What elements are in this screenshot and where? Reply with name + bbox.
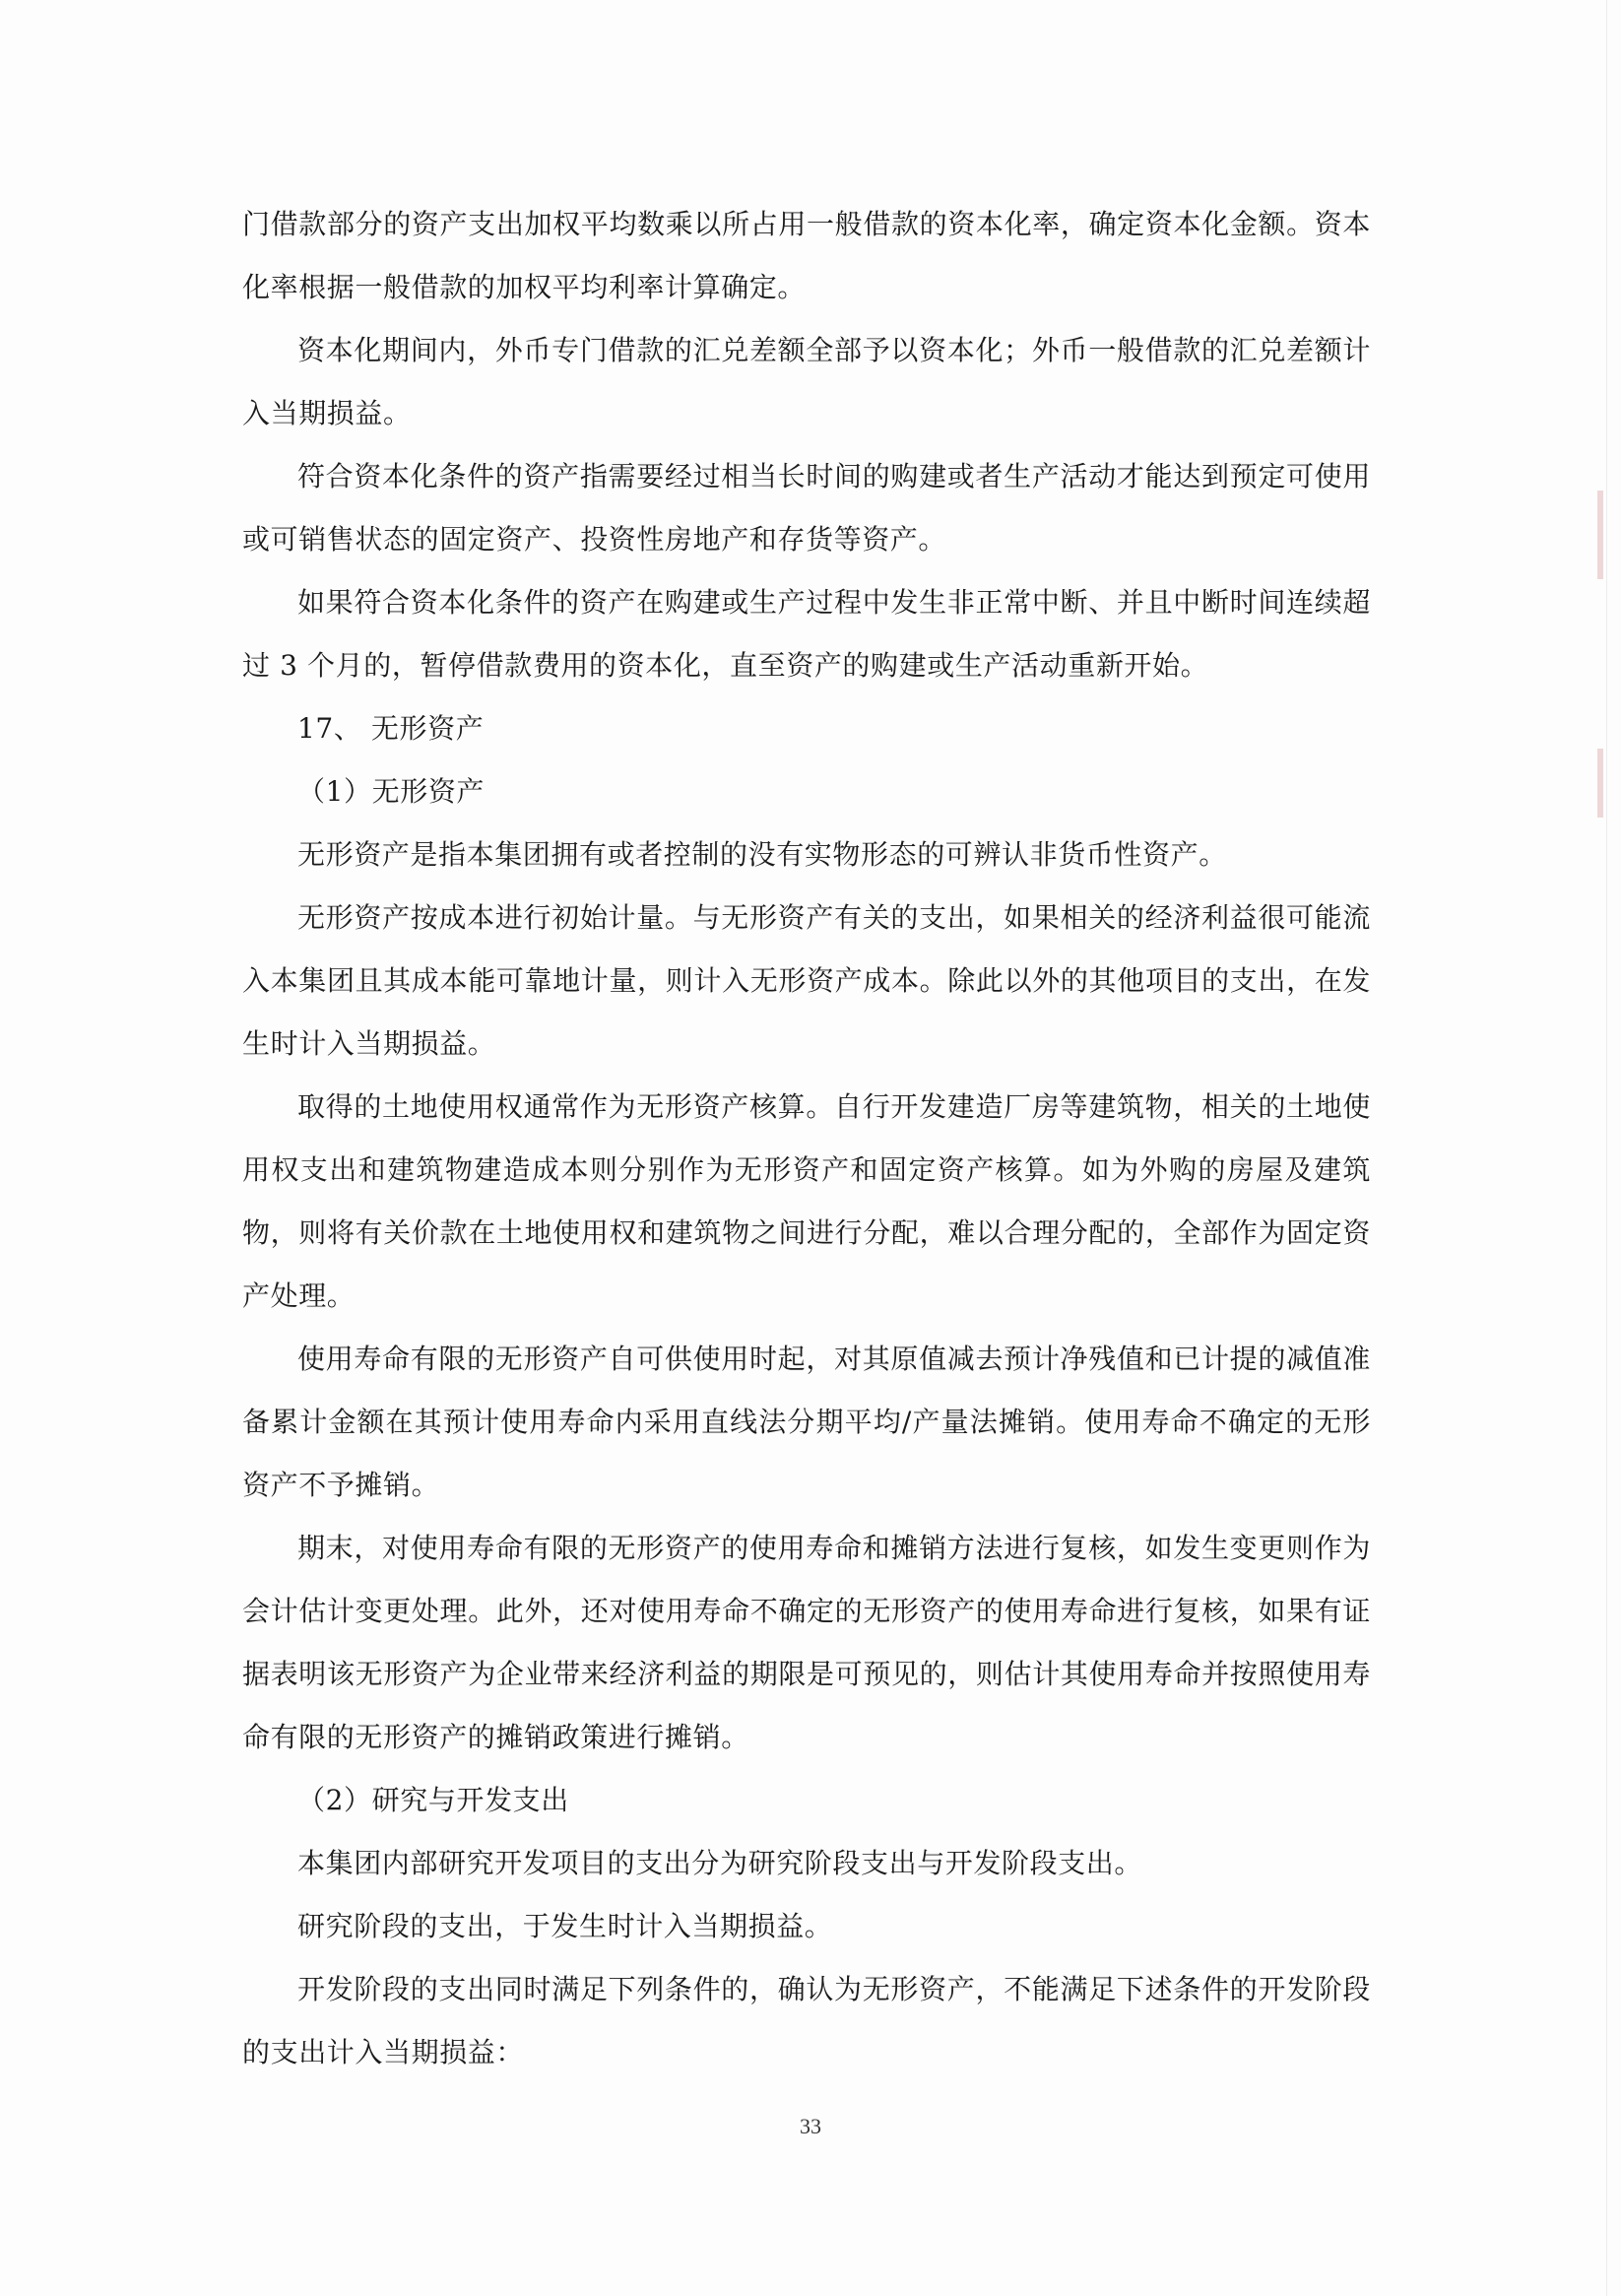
paragraph-amortization: 使用寿命有限的无形资产自可供使用时起，对其原值减去预计净残值和已计提的减值准备累计金额在其预计使用寿命内采用直线法分期平均/产量法摊销。使用寿命不确定的无形资产不予摊销。 [242,1343,1371,1501]
paragraph-capitalization-rate: 门借款部分的资产支出加权平均数乘以所占用一般借款的资本化率，确定资本化金额。资本化率根据一般借款的加权平均利率计算确定。 [242,208,1371,303]
subheading-research-development: （2）研究与开发支出 [297,1784,569,1816]
document-body [242,193,1371,2084]
paragraph-suspension: 如果符合资本化条件的资产在购建或生产过程中发生非正常中断、并且中断时间连续超过 3 个月的，暂停借款费用的资本化，直至资产的购建或生产活动重新开始。 [242,586,1371,682]
paragraph-development-expense: 开发阶段的支出同时满足下列条件的，确认为无形资产，不能满足下述条件的开发阶段的支出计入当期损益： [242,1973,1371,2068]
paragraph-intangible-definition: 无形资产是指本集团拥有或者控制的没有实物形态的可辨认非货币性资产。 [297,838,1227,871]
paragraph-research-expense: 研究阶段的支出，于发生时计入当期损益。 [297,1910,833,1942]
page-number: 33 [800,2114,821,2138]
section-heading-intangible-assets: 17、 无形资产 [297,712,485,745]
paragraph-rd-classification: 本集团内部研究开发项目的支出分为研究阶段支出与开发阶段支出。 [297,1847,1143,1879]
paragraph-land-use-rights: 取得的土地使用权通常作为无形资产核算。自行开发建造厂房等建筑物，相关的土地使用权支出和建筑物建造成本则分别作为无形资产和固定资产核算。如为外购的房屋及建筑物，则将有关价款在土地使用权和建筑物之间进行分配，难以合理分配的，全部作为固定资产处理。 [242,1090,1371,1312]
paragraph-qualifying-assets: 符合资本化条件的资产指需要经过相当长时间的购建或者生产活动才能达到预定可使用或可销售状态的固定资产、投资性房地产和存货等资产。 [242,460,1371,556]
scan-edge-line [1606,0,1607,2296]
scan-seal-mark [1597,749,1603,818]
subheading-intangible-assets: （1）无形资产 [297,775,486,808]
paragraph-foreign-exchange: 资本化期间内，外币专门借款的汇兑差额全部予以资本化；外币一般借款的汇兑差额计入当期损益。 [242,334,1371,429]
paragraph-period-end-review: 期末，对使用寿命有限的无形资产的使用寿命和摊销方法进行复核，如发生变更则作为会计估计变更处理。此外，还对使用寿命不确定的无形资产的使用寿命进行复核，如果有证据表明该无形资产为企业带来经济利益的期限是可预见的，则估计其使用寿命并按照使用寿命有限的无形资产的摊销政策进行摊销。 [242,1532,1371,1753]
scan-seal-mark [1597,491,1603,579]
paragraph-initial-measurement: 无形资产按成本进行初始计量。与无形资产有关的支出，如果相关的经济利益很可能流入本集团且其成本能可靠地计量，则计入无形资产成本。除此以外的其他项目的支出，在发生时计入当期损益。 [242,901,1371,1060]
